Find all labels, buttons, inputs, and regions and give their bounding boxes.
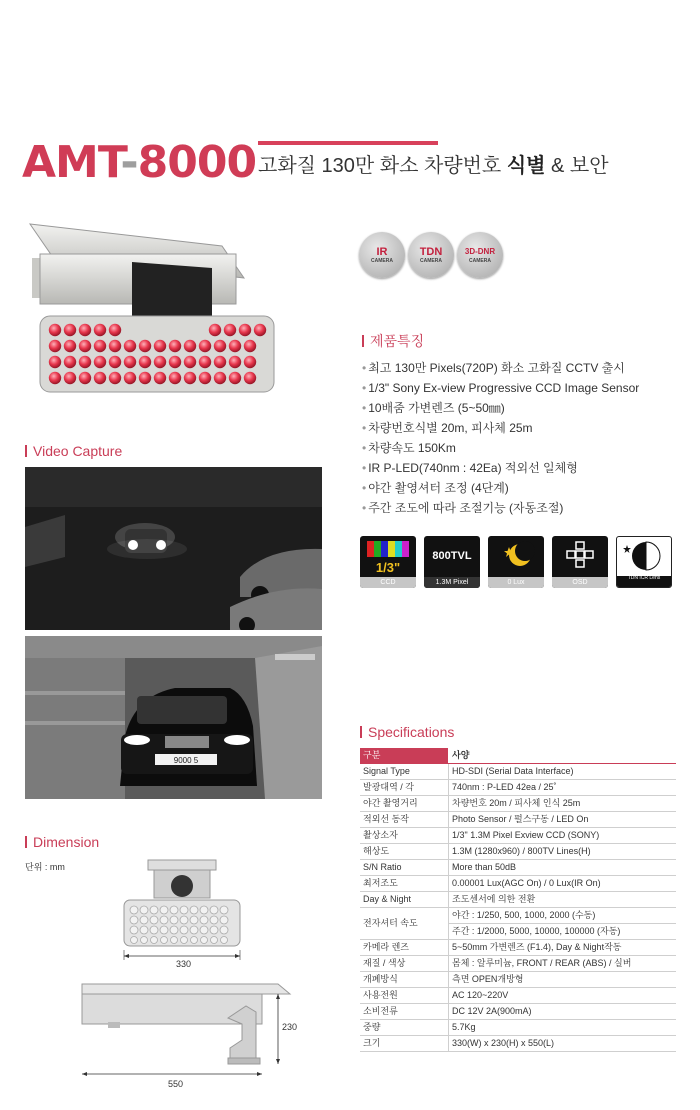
resolution-icon: 800TVL 1.3M Pixel: [424, 536, 480, 588]
feature-item: • IR P-LED(740nm : 42Ea) 적외선 일체형: [362, 461, 578, 475]
table-row: 소비전류 DC 12V 2A(900mA): [360, 1004, 676, 1020]
table-row: S/N Ratio More than 50dB: [360, 860, 676, 876]
feature-item: • 주간 조도에 따라 조절기능 (자동조절): [362, 501, 564, 515]
header-spec: 사양: [449, 748, 677, 764]
ccd-icon: 1/3" CCD: [360, 536, 416, 588]
zero-lux-moon-icon: 0 Lux: [488, 536, 544, 588]
table-row: 재질 / 색상 몸체 : 알루미늄, FRONT / REAR (ABS) / 실버: [360, 956, 676, 972]
osd-icon: OSD: [552, 536, 608, 588]
table-row: 최저조도 0.00001 Lux(AGC On) / 0 Lux(IR On): [360, 876, 676, 892]
specifications-table: [360, 748, 676, 1052]
feature-item: • 차량번호식별 20m, 피사체 25m: [362, 421, 533, 435]
table-row: 크기 330(W) x 230(H) x 550(L): [360, 1036, 676, 1052]
feature-item: • 1/3" Sony Ex-view Progressive CCD Image Sensor: [362, 381, 640, 395]
camera-product-image: [22, 218, 278, 394]
table-row: 적외선 동작 Photo Sensor / 펄스구동 / LED On: [360, 812, 676, 828]
table-row: Day & Night 조도센서에 의한 전환: [360, 892, 676, 908]
front-view-drawing: [118, 858, 246, 970]
table-row: Signal Type HD-SDI (Serial Data Interface): [360, 764, 676, 780]
specifications-heading: Specifications: [360, 724, 454, 740]
dimension-heading: Dimension: [25, 834, 99, 850]
product-tagline: 고화질 130만 화소 차량번호 식별 & 보안: [258, 155, 609, 177]
table-row: 주간 : 1/2000, 5000, 10000, 100000 (자동): [360, 924, 676, 940]
table-row: 전자셔터 속도 야간 : 1/250, 500, 1000, 2000 (수동): [360, 908, 676, 924]
feature-item: • 차량속도 150Km: [362, 441, 456, 455]
ir-camera-badge: IR CAMERA: [359, 232, 405, 278]
model-name: AMT-8000: [22, 137, 257, 188]
table-row: 발광대역 / 각 740nm : P-LED 42ea / 25˚: [360, 780, 676, 796]
feature-item: • 10배줌 가변렌즈 (5~50㎜): [362, 401, 505, 415]
features-heading: 제품특징: [362, 333, 424, 349]
table-row: 중량 5.7Kg: [360, 1020, 676, 1036]
video-capture-heading: Video Capture: [25, 443, 122, 459]
unit-label: 단위 : mm: [25, 862, 65, 872]
vehicle-plate-capture-image: [25, 636, 322, 799]
table-row: 해상도 1.3M (1280x960) / 800TV Lines(H): [360, 844, 676, 860]
side-view-drawing: [78, 978, 298, 1078]
header-category: 구분: [360, 748, 449, 764]
tdn-icr-lens-icon: TDN ICR Lens: [616, 536, 672, 588]
tdn-camera-badge: TDN CAMERA: [408, 232, 454, 278]
table-row: 개폐방식 측면 OPEN개방형: [360, 972, 676, 988]
table-row: 사용전원 AC 120~220V: [360, 988, 676, 1004]
feature-item: • 야간 촬영셔터 조정 (4단계): [362, 481, 509, 495]
side-length-label: 550: [168, 1079, 184, 1089]
side-height-label: 230: [282, 1022, 298, 1032]
front-width-label: 330: [176, 959, 192, 969]
feature-item: • 최고 130만 Pixels(720P) 화소 고화질 CCTV 출시: [362, 361, 625, 375]
feature-list: [362, 358, 692, 518]
license-plate-text: 9000 5: [173, 756, 199, 765]
table-row: 촬상소자 1/3" 1.3M Pixel Exview CCD (SONY): [360, 828, 676, 844]
night-capture-image: [25, 467, 322, 630]
table-row: 야간 촬영거리 차량번호 20m / 피사체 인식 25m: [360, 796, 676, 812]
table-header-row: [360, 748, 676, 764]
3d-dnr-camera-badge: 3D-DNR CAMERA: [457, 232, 503, 278]
table-row: 카메라 렌즈 5~50mm 가변렌즈 (F1.4), Day & Night작동: [360, 940, 676, 956]
header-accent-line: [258, 141, 438, 145]
